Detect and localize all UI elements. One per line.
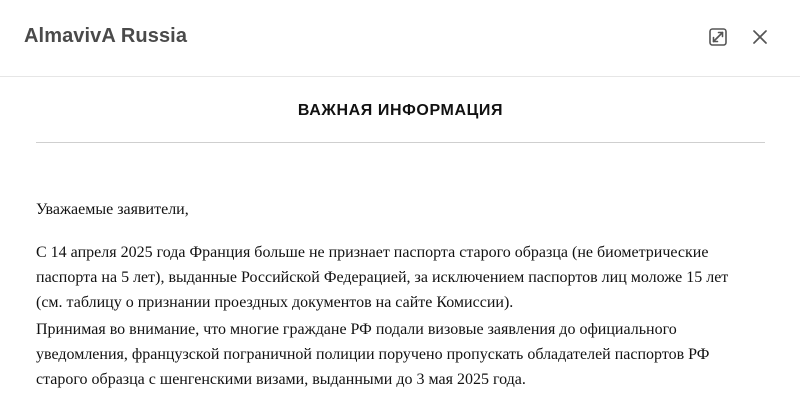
notice-heading: ВАЖНАЯ ИНФОРМАЦИЯ — [297, 102, 504, 119]
open-external-icon — [708, 27, 728, 47]
paragraph-2-line: Принимая во внимание, что многие граждане РФ подали визовые заявления до официального — [36, 321, 677, 338]
close-button[interactable] — [749, 26, 771, 48]
titlebar — [0, 0, 800, 77]
notice-paragraph-1 — [36, 240, 776, 315]
paragraph-1-line: (см. таблицу о признании проездных документов на сайте Комиссии). — [36, 294, 514, 311]
paragraph-1-line: С 14 апреля 2025 года Франция больше не признает паспорта старого образца (не биометрические — [36, 244, 709, 261]
close-icon — [750, 27, 770, 47]
paragraph-1-line: паспорта на 5 лет), выданные Российской Федерацией, за исключением паспортов лиц моложе 15 лет — [36, 269, 729, 286]
window-title: AlmavivA Russia — [24, 25, 188, 47]
open-external-button[interactable] — [707, 26, 729, 48]
heading-divider — [36, 142, 765, 143]
greeting-text: Уважаемые заявители, — [36, 201, 189, 218]
notice-paragraph-2 — [36, 317, 776, 392]
paragraph-2-line: старого образца с шенгенскими визами, выданными до 3 мая 2025 года. — [36, 371, 526, 388]
paragraph-2-line: уведомления, французской пограничной полиции поручено пропускать обладателей паспортов РФ — [36, 346, 710, 363]
